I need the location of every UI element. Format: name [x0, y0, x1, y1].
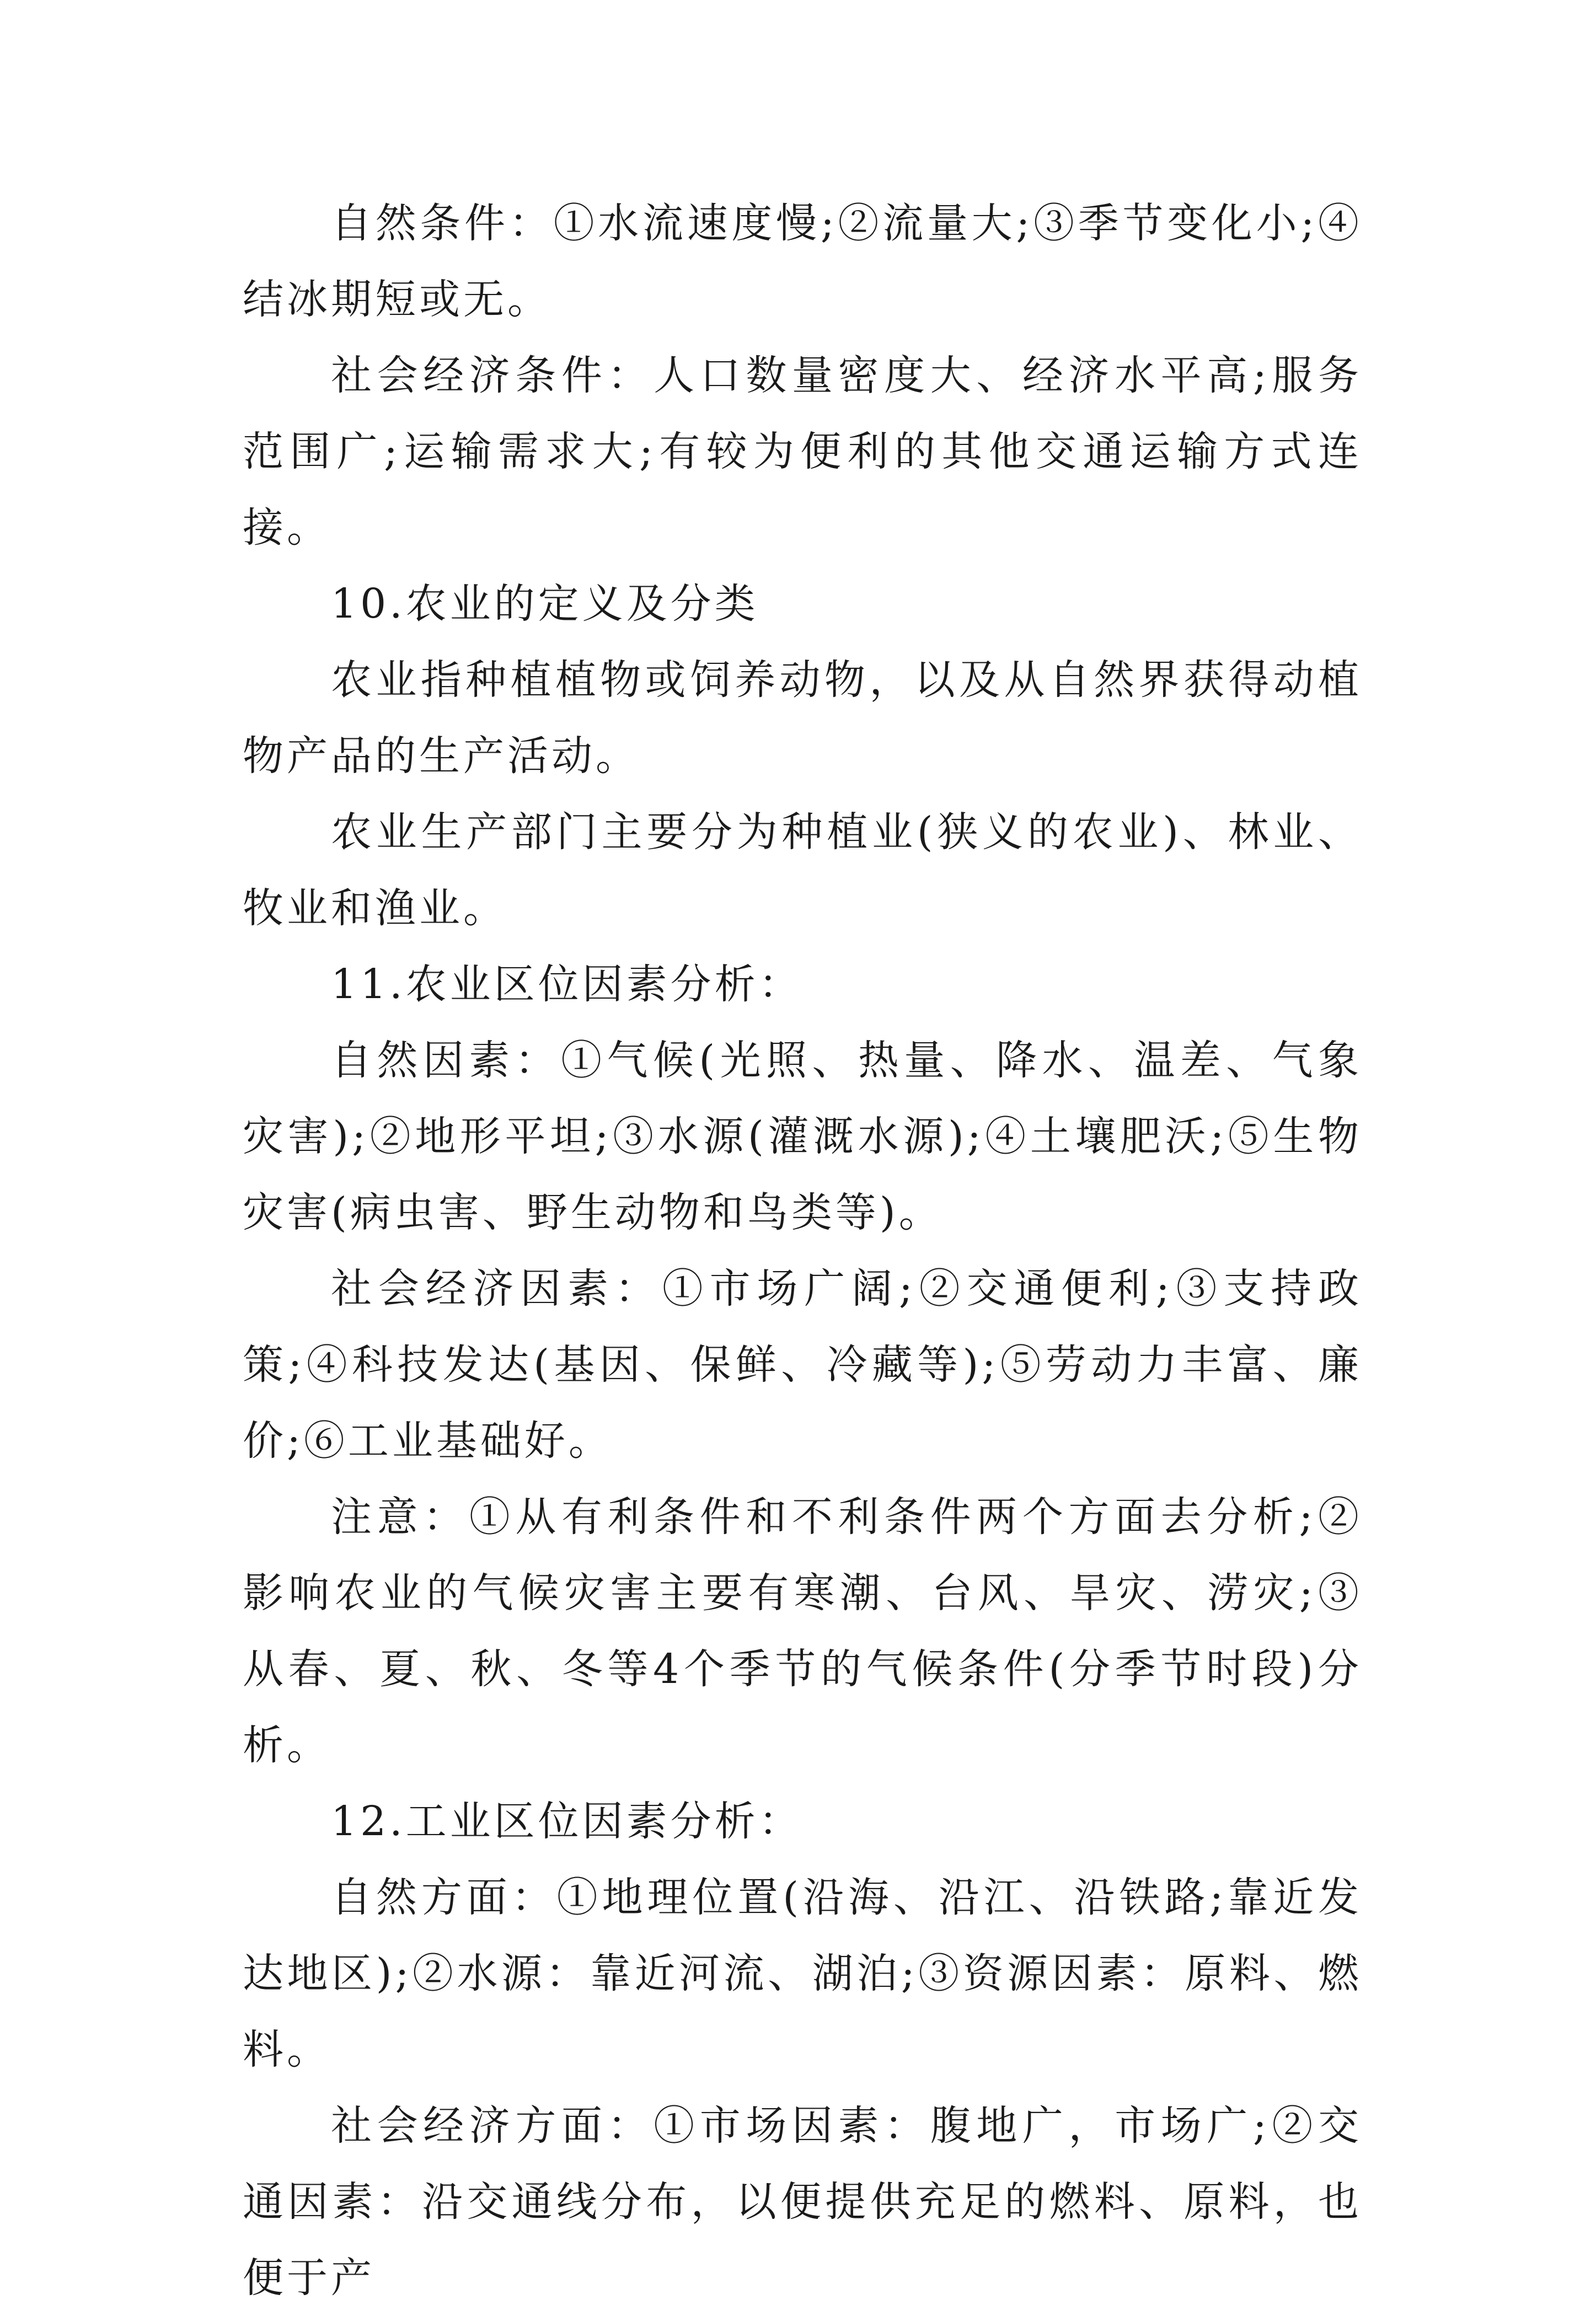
paragraph-agriculture-notes: 注意：①从有利条件和不利条件两个方面去分析;②影响农业的气候灾害主要有寒潮、台风、旱灾、涝灾;③从春、夏、秋、冬等4个季节的气候条件(分季节时段)分析。 — [243, 1493, 1362, 1769]
heading-industry-location-factors: 12.工业区位因素分析： — [331, 1798, 803, 1845]
paragraph-agriculture-definition: 农业指种植植物或饲养动物，以及从自然界获得动植物产品的生产活动。 — [243, 656, 1362, 780]
paragraph-socioeconomic-conditions: 社会经济条件：人口数量密度大、经济水平高;服务范围广;运输需求大;有较为便利的其他交通运输方式连接。 — [243, 352, 1362, 551]
paragraph-agriculture-natural-factors: 自然因素：①气候(光照、热量、降水、温差、气象灾害);②地形平坦;③水源(灌溉水源);④土壤肥沃;⑤生物灾害(病虫害、野生动物和鸟类等)。 — [243, 1037, 1362, 1236]
heading-agriculture-location-factors: 11.农业区位因素分析： — [331, 961, 803, 1008]
heading-agriculture-definition: 10.农业的定义及分类 — [331, 580, 759, 628]
paragraph-natural-conditions: 自然条件：①水流速度慢;②流量大;③季节变化小;④结冰期短或无。 — [243, 200, 1362, 323]
paragraph-industry-natural-aspects: 自然方面：①地理位置(沿海、沿江、沿铁路;靠近发达地区);②水源：靠近河流、湖泊;③资源因素：原料、燃料。 — [243, 1874, 1362, 2073]
paragraph-industry-socioeconomic-aspects: 社会经济方面：①市场因素：腹地广，市场广;②交通因素：沿交通线分布，以便提供充足的燃料、原料，也便于产 — [243, 2102, 1362, 2302]
document-body — [243, 185, 1362, 2316]
paragraph-agriculture-sectors: 农业生产部门主要分为种植业(狭义的农业)、林业、牧业和渔业。 — [243, 808, 1362, 932]
paragraph-agriculture-socioeconomic-factors: 社会经济因素：①市场广阔;②交通便利;③支持政策;④科技发达(基因、保鲜、冷藏等);⑤劳动力丰富、廉价;⑥工业基础好。 — [243, 1265, 1362, 1465]
